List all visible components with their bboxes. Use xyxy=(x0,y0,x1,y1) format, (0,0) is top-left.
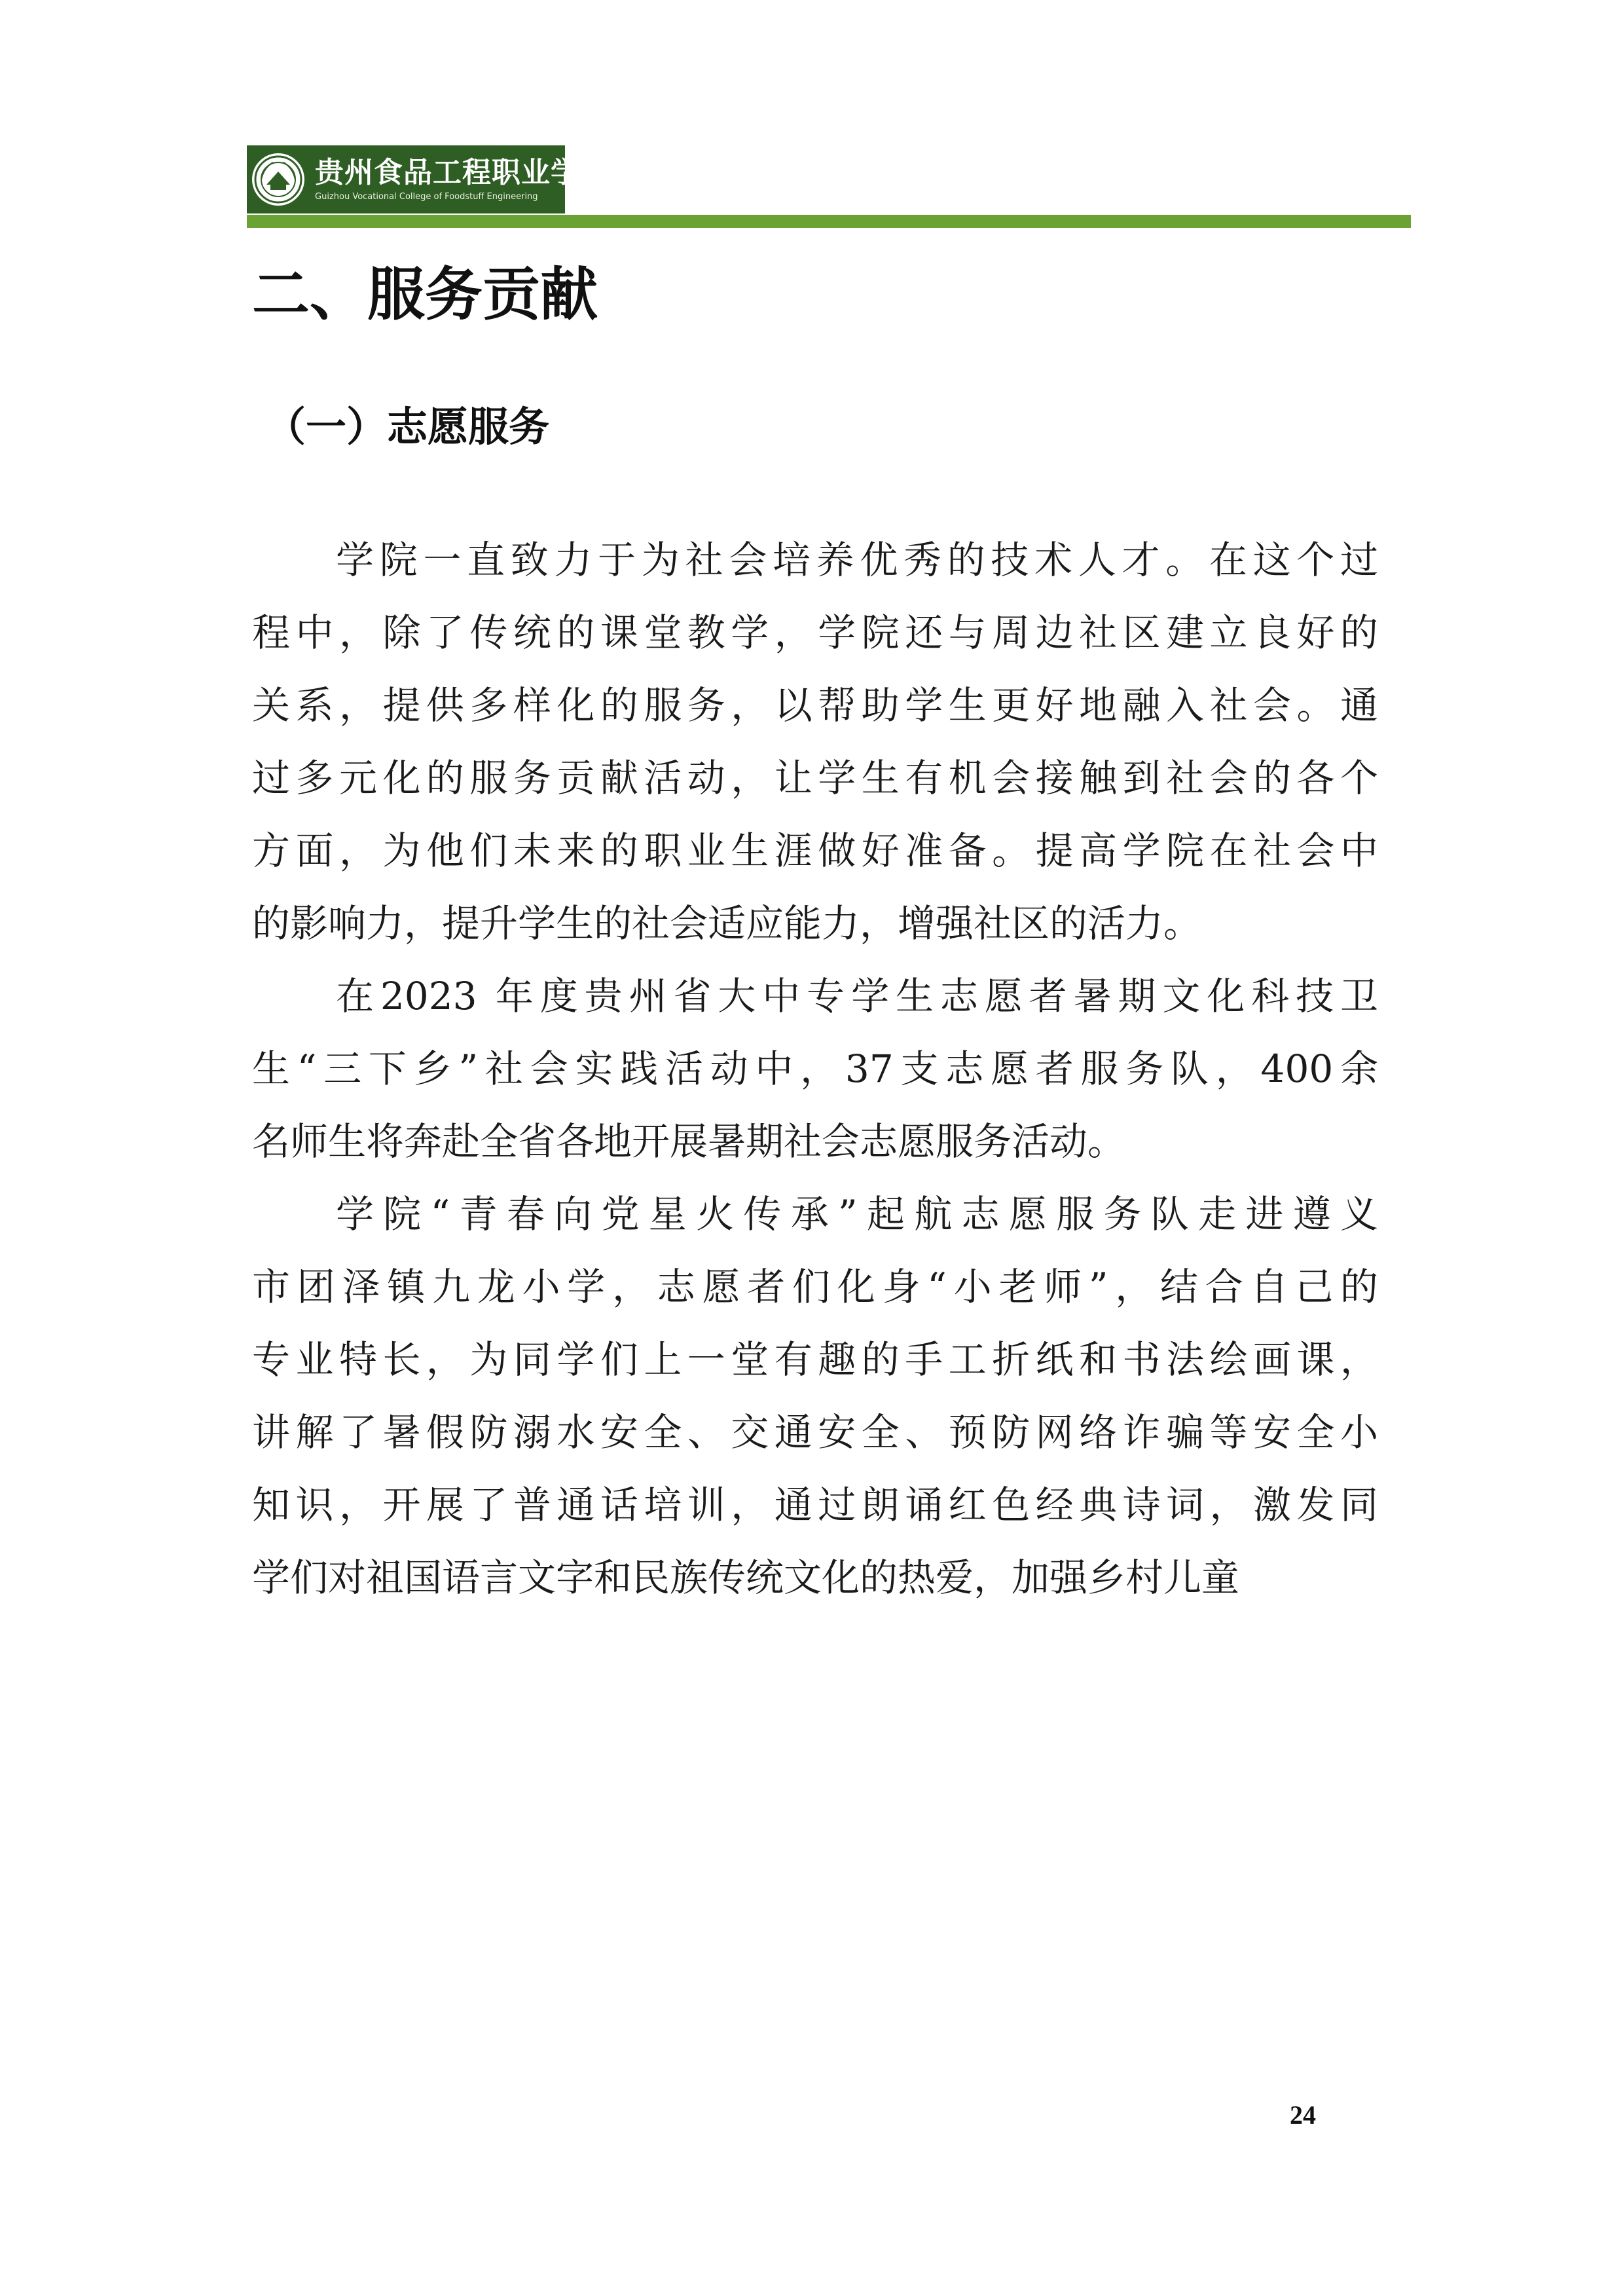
body-text xyxy=(252,524,1378,1614)
paragraph-3-line-2: 市团泽镇九龙小学，志愿者们化身“小老师”，结合自己的 xyxy=(252,1265,1378,1309)
paragraph-1-line-2: 程中，除了传统的课堂教学，学院还与周边社区建立良好的 xyxy=(252,610,1378,655)
logo-text-group xyxy=(315,155,610,202)
page-number: 24 xyxy=(1290,2100,1316,2130)
section-title: 二、服务贡献 xyxy=(252,261,598,328)
subsection-title: （一）志愿服务 xyxy=(265,403,550,451)
college-emblem-icon xyxy=(251,152,306,207)
header-divider-bar xyxy=(247,215,1411,228)
paragraph-2-line-2: 生“三下乡”社会实践活动中，37支志愿者服务队，400余 xyxy=(252,1046,1378,1091)
logo-chinese-name: 贵州食品工程职业学院 xyxy=(315,155,610,189)
paragraph-2-line-1: 在2023 年度贵州省大中专学生志愿者暑期文化科技卫 xyxy=(336,974,1378,1018)
paragraph-1-line-1: 学院一直致力于为社会培养优秀的技术人才。在这个过 xyxy=(336,538,1378,582)
paragraph-3-line-1: 学院“青春向党星火传承”起航志愿服务队走进遵义 xyxy=(336,1192,1378,1236)
paragraph-1-line-3: 关系，提供多样化的服务，以帮助学生更好地融入社会。通 xyxy=(252,683,1378,728)
paragraph-3-line-5: 知识，开展了普通话培训，通过朗诵红色经典诗词，激发同 xyxy=(252,1483,1378,1527)
paragraph-2-line-3: 名师生将奔赴全省各地开展暑期社会志愿服务活动。 xyxy=(252,1119,1126,1164)
paragraph-3-line-6: 学们对祖国语言文字和民族传统文化的热爱，加强乡村儿童 xyxy=(252,1555,1240,1600)
paragraph-3-line-3: 专业特长，为同学们上一堂有趣的手工折纸和书法绘画课， xyxy=(252,1337,1378,1382)
logo-english-name: Guizhou Vocational College of Foodstuff Engineering xyxy=(315,191,538,202)
paragraph-1-line-4: 过多元化的服务贡献活动，让学生有机会接触到社会的各个 xyxy=(252,756,1378,800)
paragraph-1-line-6: 的影响力，提升学生的社会适应能力，增强社区的活力。 xyxy=(252,901,1202,946)
paragraph-1-line-5: 方面，为他们未来的职业生涯做好准备。提高学院在社会中 xyxy=(252,828,1378,873)
college-logo-banner xyxy=(247,145,610,213)
paragraph-3-line-4: 讲解了暑假防溺水安全、交通安全、预防网络诈骗等安全小 xyxy=(252,1410,1378,1454)
